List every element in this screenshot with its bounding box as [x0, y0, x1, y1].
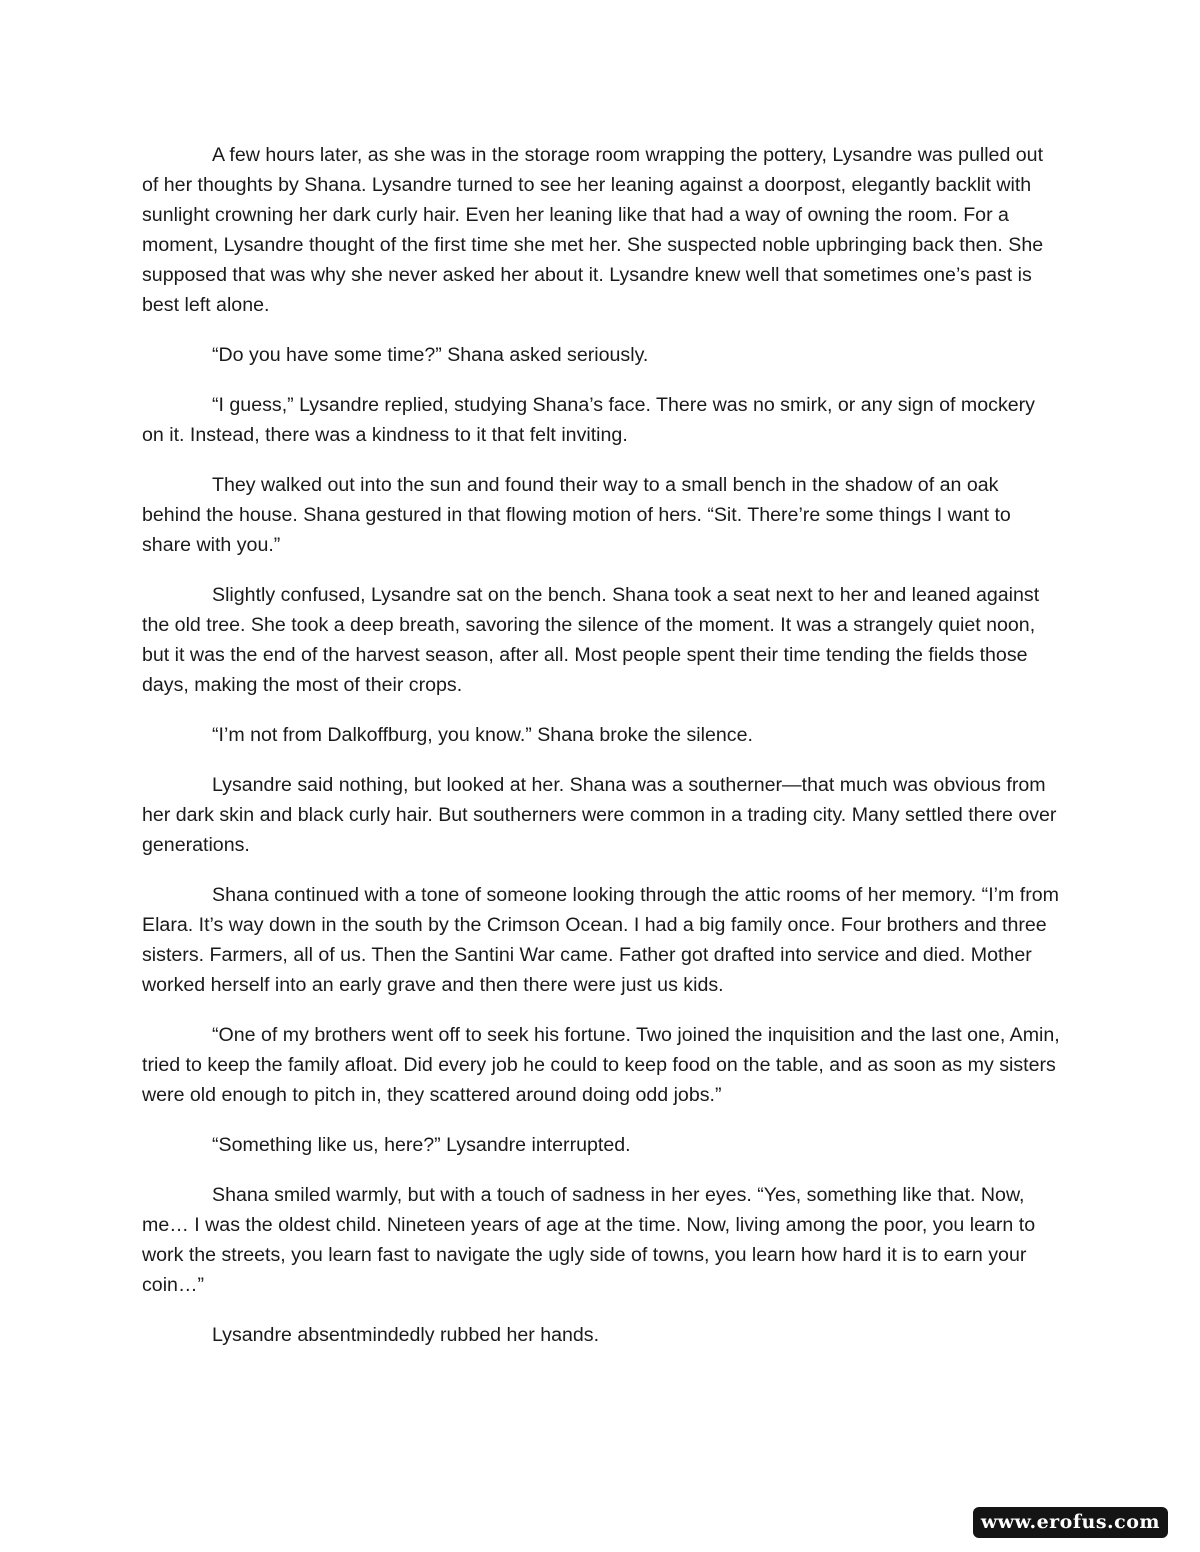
paragraph: Shana continued with a tone of someone looking through the attic rooms of her memory. “I’m from Elara. It’s way down in the south by the Crimson Ocean. I had a big family once. Four brothers and three sisters. Farmers, all of us. Then the Santini War came. Father got drafted into service and died. Mother worked herself into an early grave and then there were just us kids.: [142, 884, 1059, 996]
paragraph: A few hours later, as she was in the storage room wrapping the pottery, Lysandre was pulled out of her thoughts by Shana. Lysandre turned to see her leaning against a doorpost, elegantly backlit with sunlight crowning her dark curly hair. Even her leaning like that had a way of owning the room. For a moment, Lysandre thought of the first time she met her. She suspected noble upbringing back then. She supposed that was why she never asked her about it. Lysandre knew well that sometimes one’s past is best left alone.: [142, 144, 1044, 316]
paragraph: They walked out into the sun and found their way to a small bench in the shadow of an oak behind the house. Shana gestured in that flowing motion of hers. “Sit. There’re some things I want to share with you.”: [142, 474, 1011, 556]
paragraph: “Something like us, here?” Lysandre interrupted.: [212, 1134, 631, 1156]
story-text: [142, 140, 1060, 1370]
paragraph: Lysandre said nothing, but looked at her. Shana was a southerner—that much was obvious from her dark skin and black curly hair. But southerners were common in a trading city. Many settled there over generations.: [142, 774, 1057, 856]
paragraph: “Do you have some time?” Shana asked seriously.: [212, 344, 649, 366]
site-watermark: www.erofus.com: [973, 1507, 1168, 1538]
paragraph: “I guess,” Lysandre replied, studying Shana’s face. There was no smirk, or any sign of mockery on it. Instead, there was a kindness to it that felt inviting.: [142, 394, 1035, 446]
paragraph: Slightly confused, Lysandre sat on the bench. Shana took a seat next to her and leaned against the old tree. She took a deep breath, savoring the silence of the moment. It was a strangely quiet noon, but it was the end of the harvest season, after all. Most people spent their time tending the fields those days, making the most of their crops.: [142, 584, 1040, 696]
paragraph: Lysandre absentmindedly rubbed her hands.: [212, 1324, 600, 1346]
paragraph: “I’m not from Dalkoffburg, you know.” Shana broke the silence.: [212, 724, 753, 746]
paragraph: “One of my brothers went off to seek his fortune. Two joined the inquisition and the last one, Amin, tried to keep the family afloat. Did every job he could to keep food on the table, and as soon as my sisters were old enough to pitch in, they scattered around doing odd jobs.”: [142, 1024, 1060, 1106]
paragraph: Shana smiled warmly, but with a touch of sadness in her eyes. “Yes, something like that. Now, me… I was the oldest child. Nineteen years of age at the time. Now, living among the poor, you learn to work the streets, you learn fast to navigate the ugly side of towns, you learn how hard it is to earn your coin…”: [142, 1184, 1036, 1296]
